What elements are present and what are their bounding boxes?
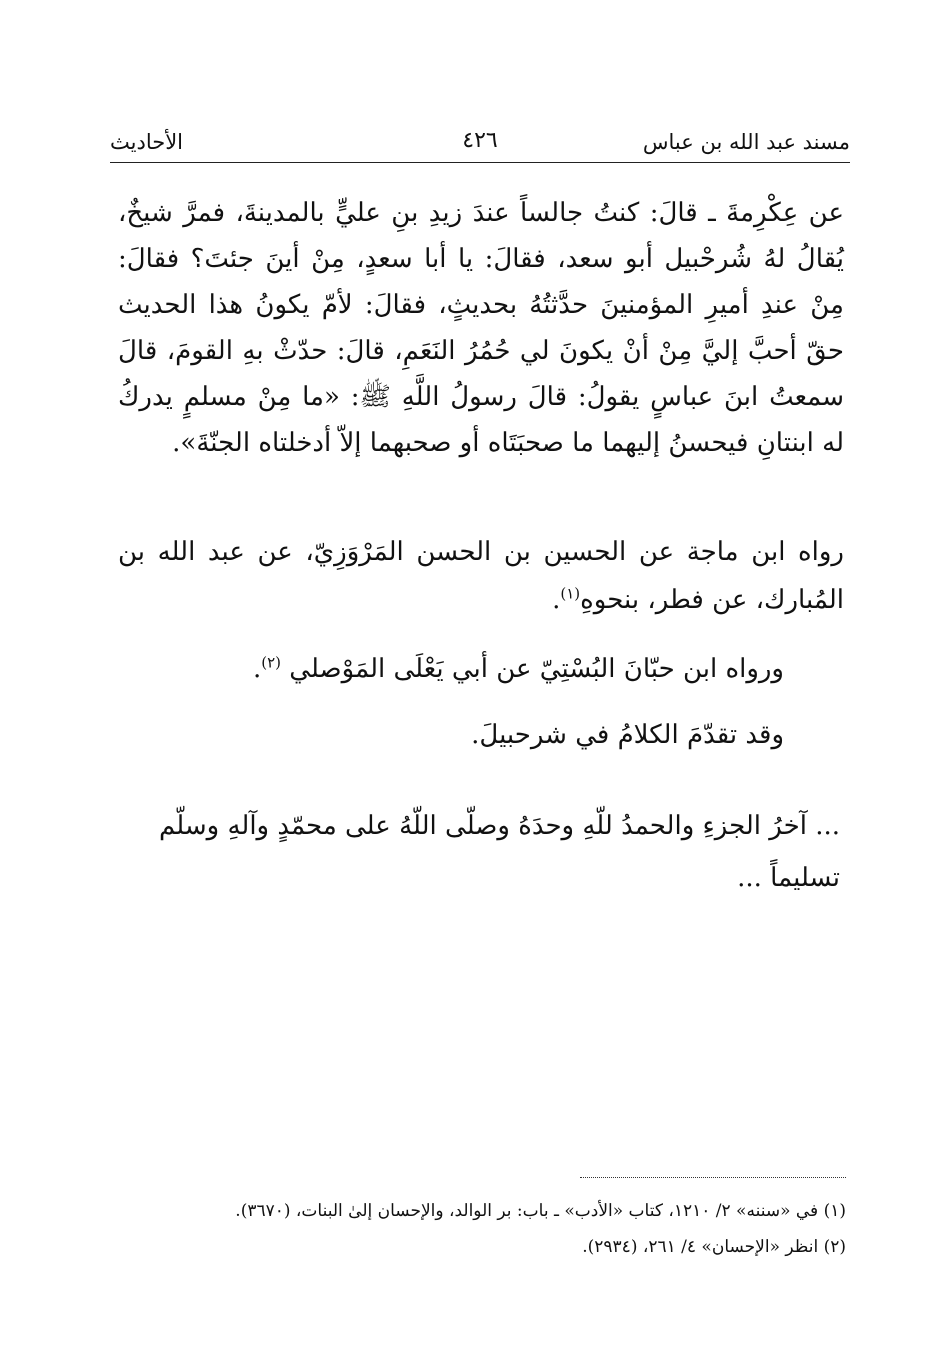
running-title-left: الأحاديث — [110, 130, 184, 154]
footnote-2: (٢) انظر «الإحسان» ٤/ ٢٦١، (٢٩٣٤). — [582, 1237, 846, 1257]
footnote-ref-1[interactable]: (١) — [560, 584, 581, 603]
running-title-right: مسند عبد الله بن عباس — [642, 130, 850, 154]
footnote-ref-2[interactable]: (٢) — [261, 653, 282, 672]
header-divider — [110, 162, 850, 163]
footnote-divider — [580, 1177, 846, 1178]
takhrij-text: ورواه ابن حبّانَ البُسْتِيّ عن أبي يَعْلَى المَوْصلي — [289, 654, 784, 684]
page-number: ٤٢٦ — [462, 128, 498, 153]
closing-paragraph: ... آخرُ الجزءِ والحمدُ للّهِ وحدَهُ وصلّى اللّهُ على محمّدٍ وآلهِ وسلّم تسليماً ... — [158, 811, 840, 893]
takhrij-paragraph-ibn-hibban: ورواه ابن حبّانَ البُسْتِيّ عن أبي يَعْلَى المَوْصلي $^{(٢)}$. — [252, 653, 784, 684]
note-paragraph: وقد تقدّمَ الكلامُ في شرحبيلَ. — [471, 720, 784, 750]
footnotes — [110, 1196, 846, 1268]
page-header — [110, 126, 850, 166]
takhrij-text: رواه ابن ماجة عن الحسين بن الحسن المَرْوَزِيّ، عن عبد الله بن المُبارك، عن فطر، بنحوهِ — [118, 537, 844, 615]
hadith-paragraph: عن عِكْرِمةَ ـ قالَ: كنتُ جالساً عندَ زيدِ بنِ عليٍّ بالمدينةَ، فمرَّ شيخٌ، يُقالُ لهُ شُرحْبيل أبو سعد، فقالَ: يا أبا سعدٍ، مِنْ أينَ جئتَ؟ فقالَ: مِنْ عندِ أميرِ المؤمنينَ حدَّثتُهُ بحديثٍ، فقالَ: لأمّ يكونُ هذا الحديث حقّ أحبَّ إليَّ مِنْ أنْ يكونَ لي حُمُرُ النَعَمِ، قالَ: حدّثْ بهِ القومَ، قالَ سمعتُ ابنَ عباسٍ يقولُ: قالَ رسولُ اللَّهِ ﷺ: «ما مِنْ مسلمٍ يدركُ له ابنتانِ فيحسنُ إليهما ما صحبَتَاه أو صحبهما إلاّ أدخلتاه الجنّةَ». — [118, 198, 844, 458]
takhrij-paragraph-ibn-majah: رواه ابن ماجة عن الحسين بن الحسن المَرْوَزِيّ، عن عبد الله بن المُبارك، عن فطر، بنحوهِ$^{(١)}$. — [118, 537, 844, 615]
footnote-1: (١) في «سننه» ٢/ ١٢١٠، كتاب «الأدب» ـ باب: بر الوالد، والإحسان إلىٰ البنات، (٣٦٧٠). — [235, 1201, 846, 1221]
